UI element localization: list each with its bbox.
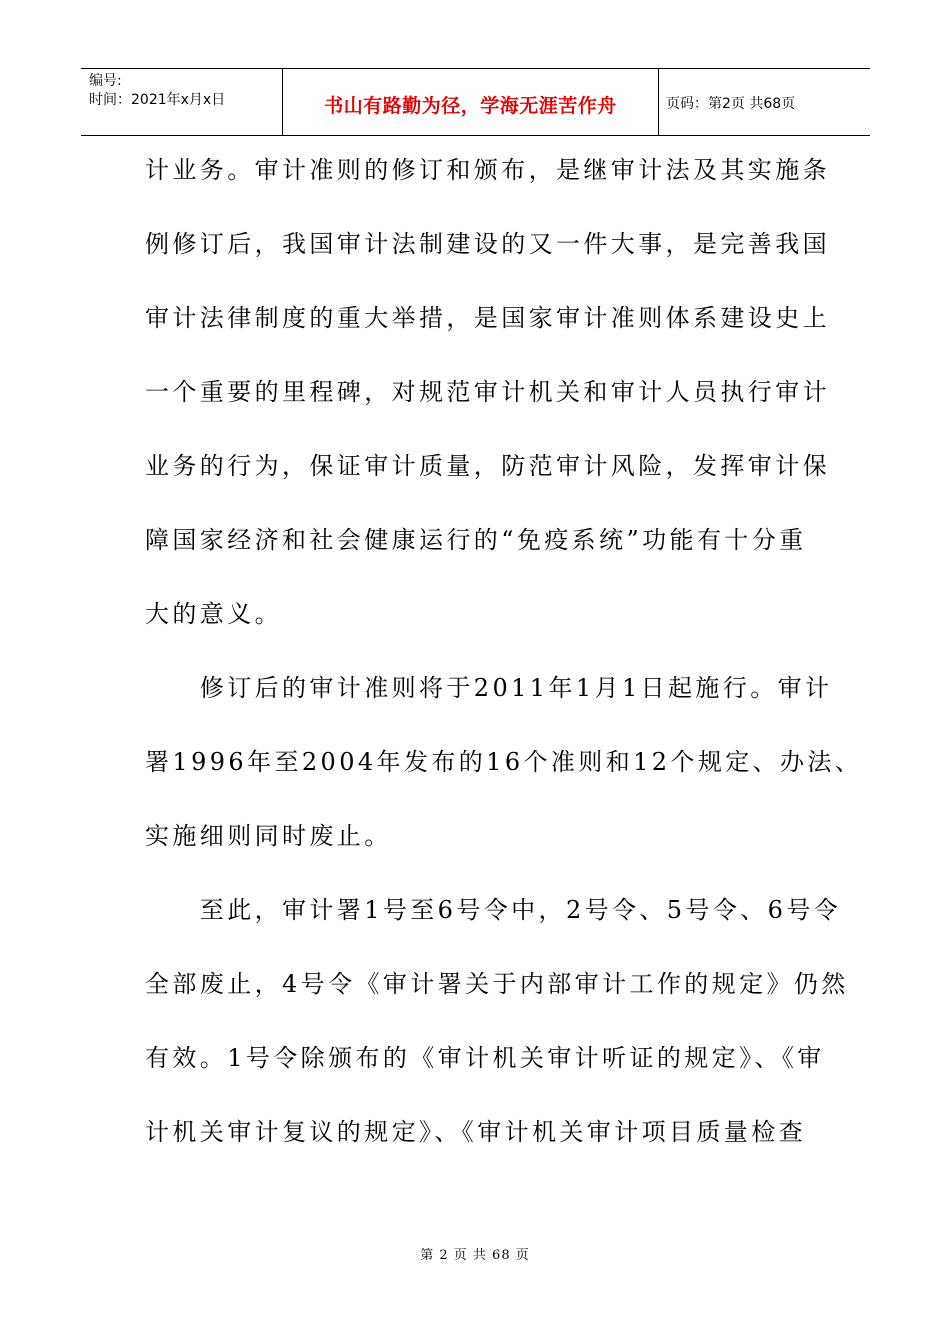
body-text-line: 至此，审计署1号至6号令中，2号令、5号令、6号令 <box>145 896 842 924</box>
header-divider <box>658 69 659 135</box>
header-meta <box>81 69 282 135</box>
body-text-line: 有效。1号令除颁布的《审计机关审计听证的规定》、《审 <box>145 1044 825 1072</box>
body-text-line: 例修订后，我国审计法制建设的又一件大事，是完善我国 <box>145 230 830 258</box>
document-number-label: 编号: <box>89 73 122 89</box>
body-text-line: 署1996年至2004年发布的16个准则和12个规定、办法、 <box>145 748 863 776</box>
body-text-line: 一个重要的里程碑，对规范审计机关和审计人员执行审计 <box>145 378 830 406</box>
header-motto: 书山有路勤为径，学海无涯苦作舟 <box>324 94 617 117</box>
body-text-line: 审计法律制度的重大举措，是国家审计准则体系建设史上 <box>145 304 830 332</box>
body-text-line: 计业务。审计准则的修订和颁布，是继审计法及其实施条 <box>145 156 830 184</box>
document-date-label: 时间：2021年x月x日 <box>89 92 226 108</box>
body-text-line: 计机关审计复议的规定》、《审计机关审计项目质量检查 <box>145 1118 806 1146</box>
body-text-line: 修订后的审计准则将于2011年1月1日起施行。审计 <box>145 674 833 702</box>
page-header <box>81 68 870 136</box>
body-text-line: 大的意义。 <box>145 600 282 628</box>
body-text-line: 全部废止，4号令《审计署关于内部审计工作的规定》仍然 <box>145 970 849 998</box>
header-page-info: 页码：第2页 共68页 <box>666 96 796 112</box>
body-text-line: 实施细则同时废止。 <box>145 822 392 850</box>
body-text-line: 业务的行为，保证审计质量，防范审计风险，发挥审计保 <box>145 452 830 480</box>
body-text-line: 障国家经济和社会健康运行的“免疫系统”功能有十分重 <box>145 526 807 554</box>
page-footer: 第 2 页 共 68 页 <box>420 1248 530 1263</box>
